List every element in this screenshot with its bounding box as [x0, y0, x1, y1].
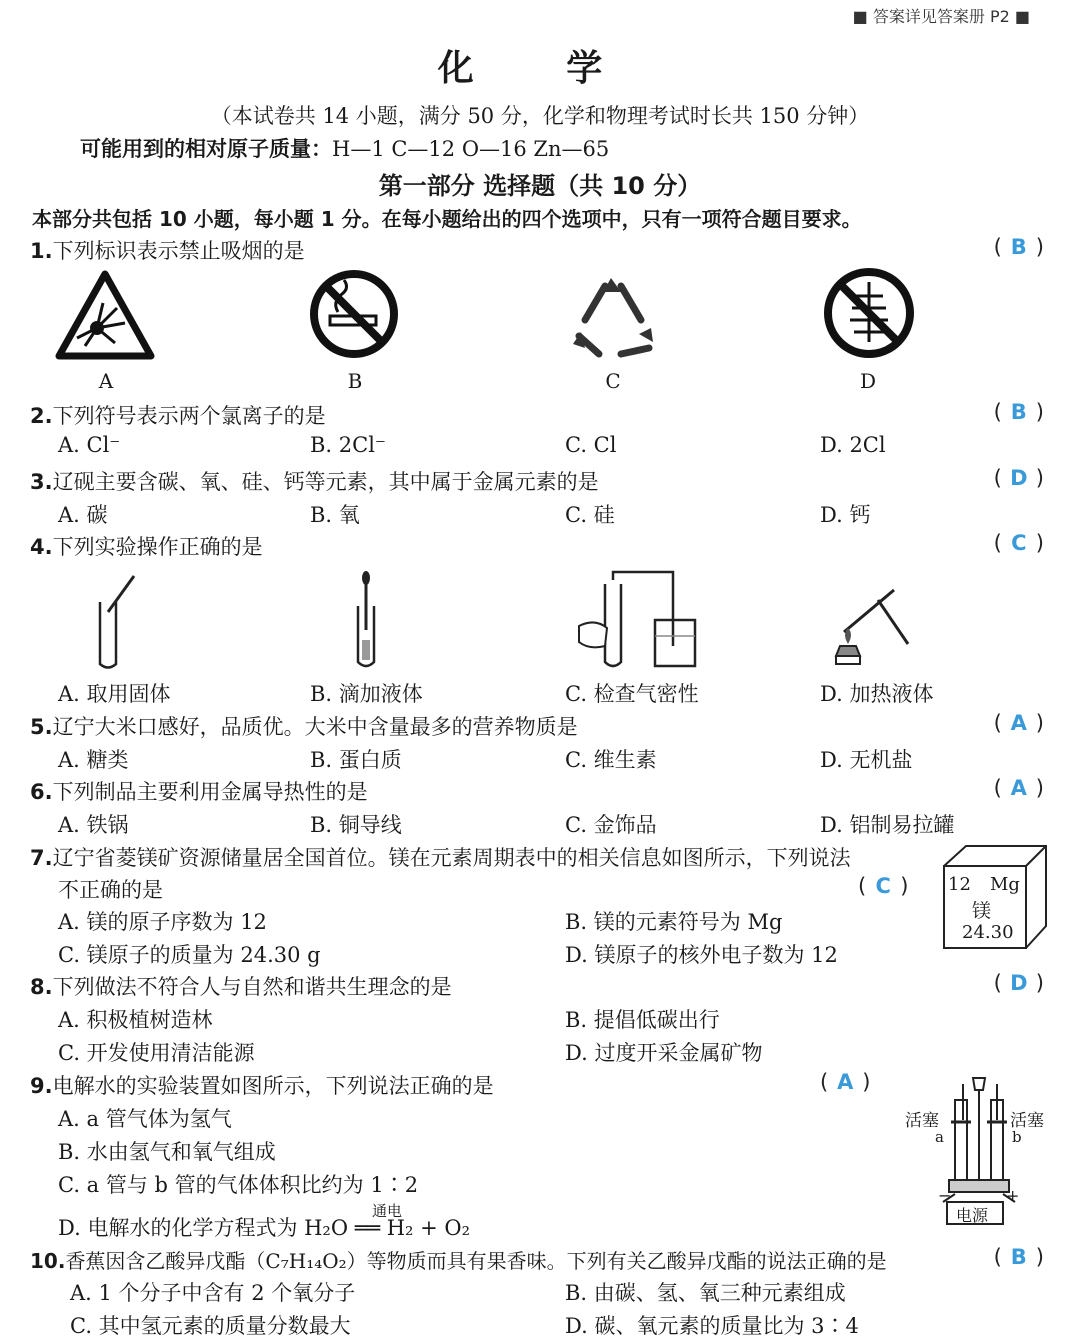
option: C. 开发使用清洁能源 [58, 1041, 255, 1065]
answer-bracket: ( B ) [993, 400, 1044, 424]
option-label: D [859, 369, 877, 393]
option: A. Cl⁻ [58, 433, 121, 457]
question-stem: 6.下列制品主要利用金属导热性的是 [30, 780, 368, 804]
answer-value: B [1010, 235, 1027, 259]
option: A. 取用固体 [58, 682, 171, 706]
option-label: B [347, 369, 363, 393]
question-text: 下列符号表示两个氯离子的是 [52, 404, 326, 428]
answer-value: D [1010, 971, 1028, 995]
atomic-mass-label: 可能用到的相对原子质量： [80, 137, 332, 161]
option: D. 加热液体 [820, 682, 934, 706]
answer-value: A [1010, 776, 1027, 800]
option: D. 电解水的化学方程式为 H₂O ══ H₂ + O₂ [58, 1216, 471, 1240]
option: D. 钙 [820, 503, 871, 527]
question-text: 下列标识表示禁止吸烟的是 [52, 239, 305, 263]
test-tube-solid-icon [90, 572, 140, 672]
option: A. 积极植树造林 [58, 1008, 213, 1032]
option: C. 维生素 [565, 748, 657, 772]
option: B. 提倡低碳出行 [565, 1008, 720, 1032]
page-title: 化 学 [437, 48, 643, 89]
no-fireworks-icon [822, 266, 916, 360]
option: D. 铝制易拉罐 [820, 813, 955, 837]
element-number: 12 [948, 874, 971, 895]
element-name: 镁 [972, 900, 992, 922]
power-label: 电源 [956, 1206, 989, 1225]
answer-value: D [1010, 466, 1028, 490]
airtightness-check-icon [575, 566, 705, 672]
heating-liquid-icon [830, 584, 920, 670]
answer-bracket: ( D ) [993, 971, 1044, 995]
explosive-warning-icon [55, 268, 155, 360]
question-text: 辽宁省菱镁矿资源储量居全国首位。镁在元素周期表中的相关信息如图所示，下列说法 [52, 846, 851, 870]
atomic-mass-line [80, 133, 609, 163]
answer-bracket: ( A ) [993, 711, 1044, 735]
question-stem: 10.香蕉因含乙酸异戊酯（C₇H₁₄O₂）等物质而具有果香味。下列有关乙酸异戊酯的说法正确的是 [30, 1249, 887, 1273]
option: C. 其中氢元素的质量分数最大 [70, 1314, 351, 1338]
option-label: A [98, 369, 114, 393]
question-stem: 2.下列符号表示两个氯离子的是 [30, 404, 326, 428]
option: B. 由碳、氢、氧三种元素组成 [565, 1281, 846, 1305]
option: C. a 管与 b 管的气体体积比约为 1∶2 [58, 1173, 419, 1197]
option: B. 水由氢气和氧气组成 [58, 1140, 276, 1164]
question-stem: 1.下列标识表示禁止吸烟的是 [30, 239, 305, 263]
question-text: 下列实验操作正确的是 [52, 535, 263, 559]
option: C. Cl [565, 433, 617, 457]
answer-bracket: ( A ) [993, 776, 1044, 800]
answer-reference-note: ■ 答案详见答案册 P2 ■ [852, 7, 1030, 26]
answer-value: A [837, 1070, 854, 1094]
option: A. 碳 [58, 503, 108, 527]
reaction-condition: 通电 [372, 1202, 403, 1220]
question-stem: 8.下列做法不符合人与自然和谐共生理念的是 [30, 975, 452, 999]
answer-bracket: ( D ) [993, 466, 1044, 490]
option: D. 碳、氧元素的质量比为 3∶4 [565, 1314, 859, 1338]
option: D. 无机盐 [820, 748, 913, 772]
element-symbol: Mg [990, 874, 1020, 895]
part-instruction: 本部分共包括 10 小题，每小题 1 分。在每小题给出的四个选项中，只有一项符合题目要求。 [32, 207, 862, 231]
question-text: 辽砚主要含碳、氧、硅、钙等元素，其中属于金属元素的是 [52, 470, 599, 494]
option: C. 镁原子的质量为 24.30 g [58, 943, 321, 967]
answer-value: A [1010, 711, 1027, 735]
answer-value: C [875, 874, 891, 898]
element-mass: 24.30 [962, 922, 1014, 943]
no-smoking-icon [308, 268, 400, 360]
question-stem: 4.下列实验操作正确的是 [30, 535, 263, 559]
option: B. 铜导线 [310, 813, 402, 837]
option: C. 硅 [565, 503, 615, 527]
part-title: 第一部分 选择题（共 10 分） [378, 172, 702, 200]
option: B. 氧 [310, 503, 360, 527]
option: B. 蛋白质 [310, 748, 402, 772]
question-text: 香蕉因含乙酸异戊酯（C₇H₁₄O₂）等物质而具有果香味。下列有关乙酸异戊酯的说法正确的是 [65, 1249, 887, 1273]
question-stem: 3.辽砚主要含碳、氧、硅、钙等元素，其中属于金属元素的是 [30, 470, 599, 494]
question-stem: 7.辽宁省菱镁矿资源储量居全国首位。镁在元素周期表中的相关信息如图所示，下列说法 [30, 846, 851, 870]
question-text: 下列制品主要利用金属导热性的是 [52, 780, 368, 804]
answer-bracket: ( B ) [993, 1245, 1044, 1269]
option: C. 检查气密性 [565, 682, 699, 706]
option: A. a 管气体为氢气 [58, 1107, 232, 1131]
answer-bracket: ( C ) [858, 874, 909, 898]
option: D. 过度开采金属矿物 [565, 1041, 763, 1065]
exam-subtitle: （本试卷共 14 小题，满分 50 分，化学和物理考试时长共 150 分钟） [210, 104, 870, 128]
option-label: C [605, 369, 621, 393]
atomic-mass-values: H—1 C—12 O—16 Zn—65 [332, 137, 610, 161]
option: A. 镁的原子序数为 12 [58, 910, 267, 934]
stopcock-right-label: 活塞 [1010, 1111, 1044, 1131]
option: D. 2Cl [820, 433, 886, 457]
answer-bracket: ( B ) [993, 235, 1044, 259]
answer-value: C [1011, 531, 1027, 555]
option: B. 镁的元素符号为 Mg [565, 910, 783, 934]
dropper-icon [350, 570, 390, 672]
question-text: 下列做法不符合人与自然和谐共生理念的是 [52, 975, 452, 999]
question-text: 辽宁大米口感好，品质优。大米中含量最多的营养物质是 [52, 715, 578, 739]
answer-bracket: ( C ) [993, 531, 1044, 555]
option: D. 镁原子的核外电子数为 12 [565, 943, 838, 967]
option: B. 2Cl⁻ [310, 433, 387, 457]
option: A. 1 个分子中含有 2 个氧分子 [70, 1281, 356, 1305]
option: A. 铁锅 [58, 813, 129, 837]
option: A. 糖类 [58, 748, 129, 772]
question-stem: 5.辽宁大米口感好，品质优。大米中含量最多的营养物质是 [30, 715, 578, 739]
option: B. 滴加液体 [310, 682, 423, 706]
answer-value: B [1010, 400, 1027, 424]
tube-b-label: b [1012, 1128, 1022, 1146]
stopcock-left-label: 活塞 [905, 1111, 939, 1131]
answer-bracket: ( A ) [820, 1070, 871, 1094]
tube-a-label: a [935, 1128, 944, 1146]
minus-terminal: − [938, 1186, 952, 1205]
answer-value: B [1010, 1245, 1027, 1269]
plus-terminal: + [1006, 1186, 1020, 1205]
question-text: 电解水的实验装置如图所示，下列说法正确的是 [52, 1074, 494, 1098]
question-text-cont: 不正确的是 [58, 878, 163, 902]
option: C. 金饰品 [565, 813, 657, 837]
recycle-icon [565, 272, 661, 360]
question-stem: 9.电解水的实验装置如图所示，下列说法正确的是 [30, 1074, 494, 1098]
